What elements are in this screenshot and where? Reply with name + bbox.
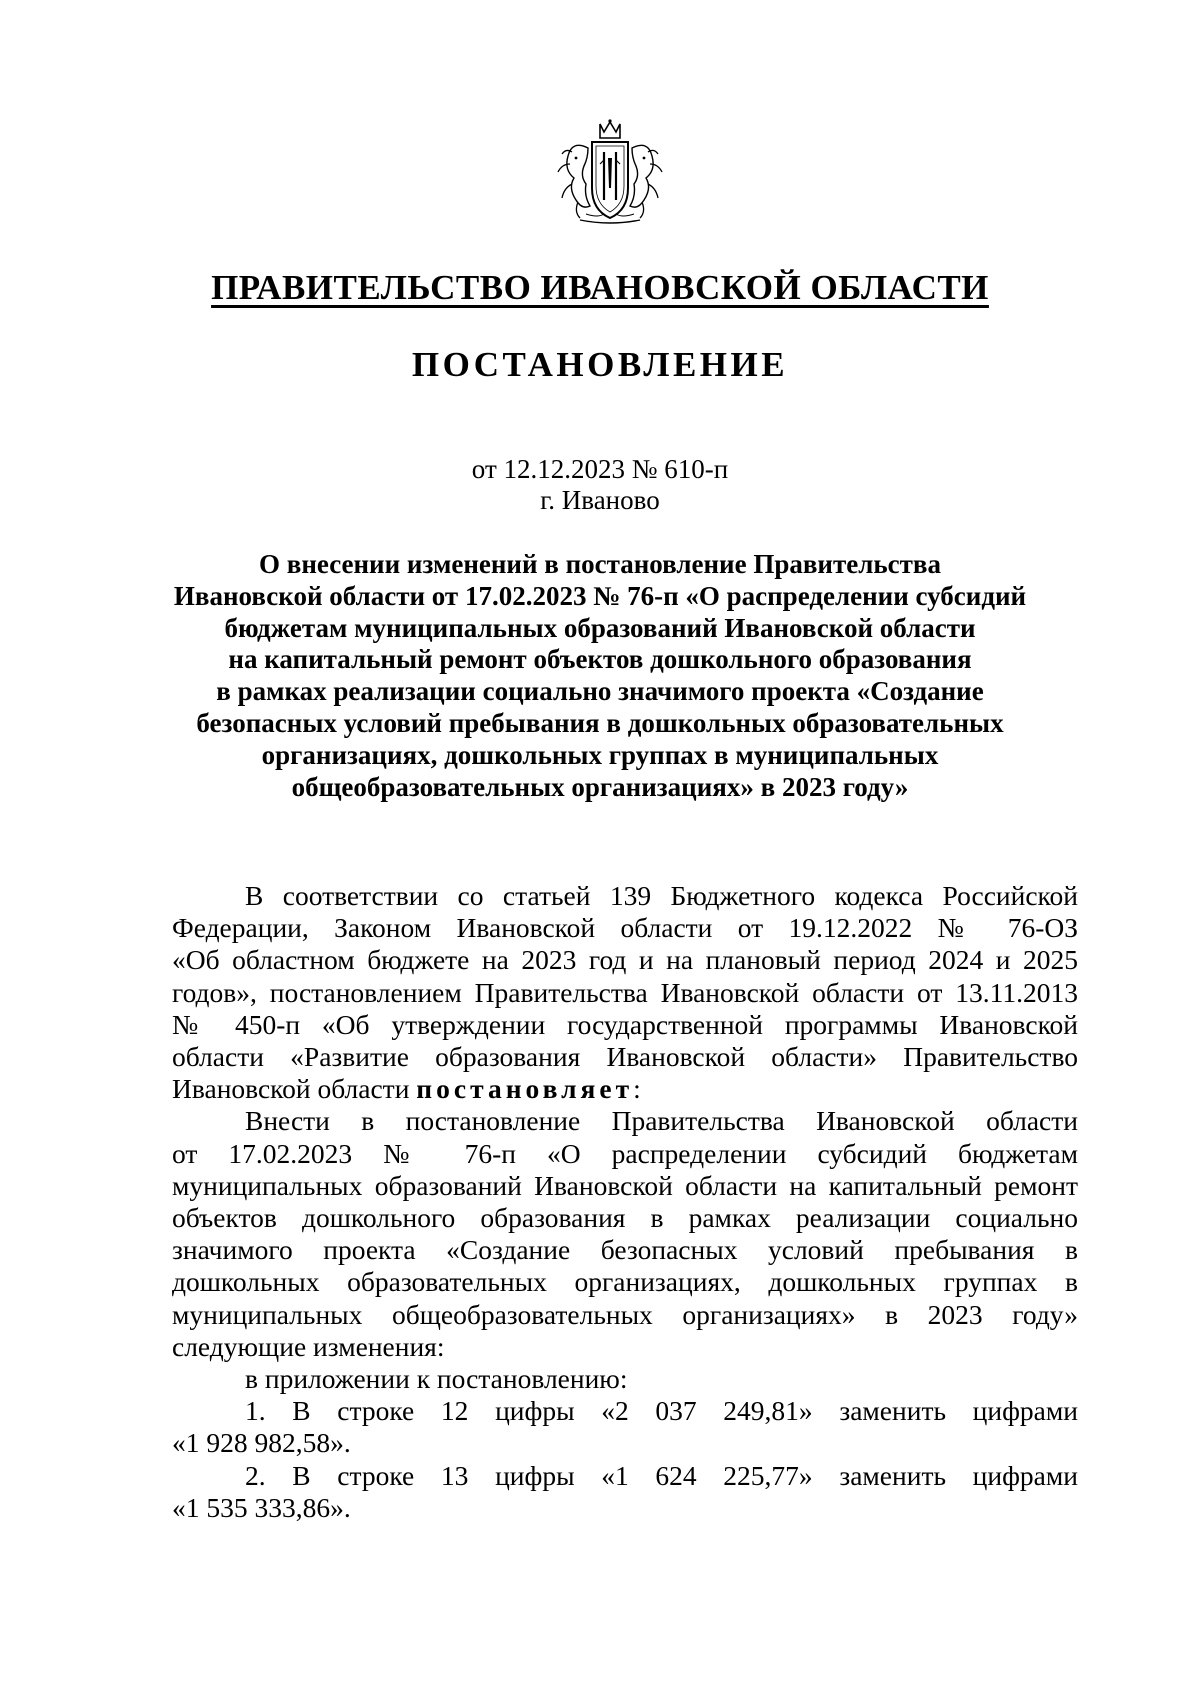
subject-line: бюджетам муниципальных образований Ивановской области — [224, 612, 976, 643]
subject-line: организациях, дошкольных группах в муниципальных — [261, 739, 939, 770]
body-line: «Об областном бюджете на 2023 год и на плановый период 2024 и 2025 — [172, 944, 1078, 976]
item-1-line: «1 928 982,58». — [172, 1427, 351, 1459]
coat-of-arms-emblem — [550, 118, 670, 228]
body-line: дошкольных образовательных организациях, дошкольных группах в — [172, 1266, 1078, 1298]
document-city: г. Иваново — [540, 485, 660, 515]
body-line: от 17.02.2023 № 76-п «О распределении субсидий бюджетам — [172, 1137, 1078, 1169]
body-line: Федерации, Законом Ивановской области от 19.12.2022 № 76-ОЗ — [172, 912, 1078, 944]
body-line-suffix: : — [633, 1073, 641, 1105]
item-2-line: «1 535 333,86». — [172, 1491, 351, 1523]
paragraph-preamble — [172, 880, 1078, 1105]
subject-line: на капитальный ремонт объектов дошкольного образования — [228, 644, 972, 675]
item-2-line: 2. В строке 13 цифры «1 624 225,77» заменить цифрами — [245, 1459, 1078, 1491]
subject-line: О внесении изменений в постановление Правительства — [259, 549, 941, 579]
body-line: Внести в постановление Правительства Ивановской области — [245, 1105, 1078, 1137]
body-line: объектов дошкольного образования в рамках реализации социально — [172, 1202, 1078, 1234]
document-date-number: от 12.12.2023 № 610-п — [471, 454, 729, 484]
document-body — [172, 880, 1078, 1524]
resolves-word: постановляет — [416, 1073, 634, 1105]
government-title — [0, 268, 1200, 308]
document-subject — [160, 549, 1040, 803]
subject-line: в рамках реализации социально значимого проекта «Создание — [216, 676, 984, 707]
body-line: № 450-п «Об утверждении государственной программы Ивановской — [172, 1008, 1078, 1040]
body-line: следующие изменения: — [172, 1330, 445, 1362]
body-line: области «Развитие образования Ивановской области» Правительство — [172, 1041, 1078, 1073]
body-line — [172, 1073, 1078, 1105]
document-type: ПОСТАНОВЛЕНИЕ — [411, 345, 789, 384]
paragraph-amendment — [172, 1105, 1078, 1363]
body-line: муниципальных образований Ивановской области на капитальный ремонт — [172, 1169, 1078, 1201]
body-line: муниципальных общеобразовательных организациях» в 2023 году» — [172, 1298, 1078, 1330]
subject-line: общеобразовательных организациях» в 2023 году» — [291, 771, 909, 802]
body-line: значимого проекта «Создание безопасных условий пребывания в — [172, 1234, 1078, 1266]
subject-line: безопасных условий пребывания в дошкольных образовательных — [196, 707, 1004, 738]
body-line: В соответствии со статьей 139 Бюджетного кодекса Российской — [245, 880, 1078, 911]
government-name: ПРАВИТЕЛЬСТВО ИВАНОВСКОЙ ОБЛАСТИ — [211, 268, 989, 307]
subject-line: Ивановской области от 17.02.2023 № 76-п «О распределении субсидий — [173, 580, 1027, 611]
body-line: годов», постановлением Правительства Ивановской области от 13.11.2013 — [172, 976, 1078, 1008]
item-1-line: 1. В строке 12 цифры «2 037 249,81» заменить цифрами — [245, 1395, 1078, 1427]
paragraph-appendix: в приложении к постановлению: — [245, 1363, 628, 1395]
body-line-prefix: Ивановской области — [172, 1073, 410, 1105]
